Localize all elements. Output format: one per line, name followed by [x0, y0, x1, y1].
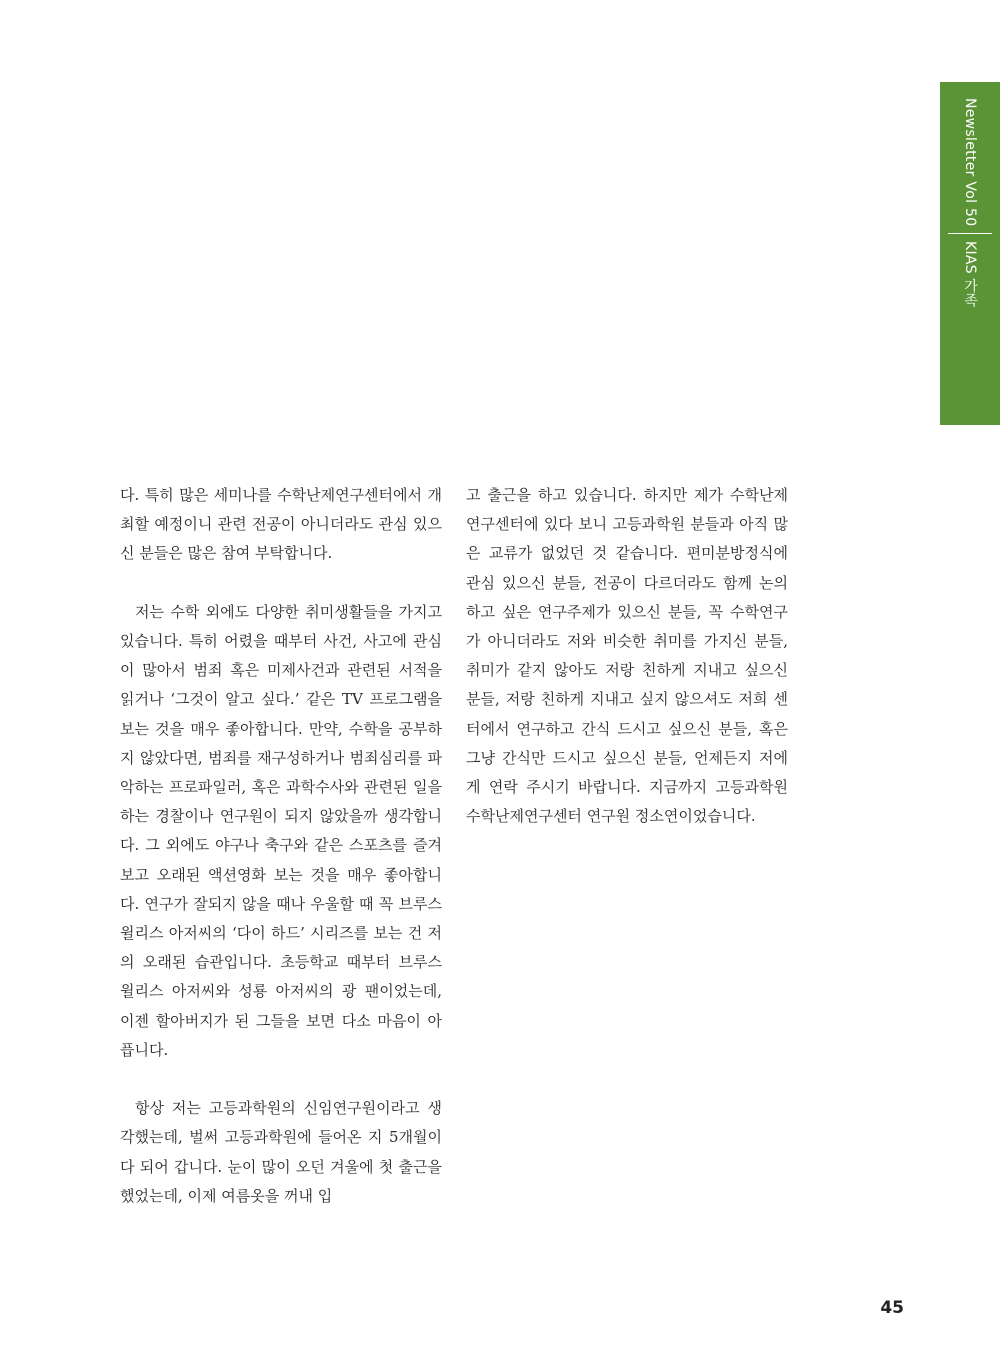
- newsletter-volume-label: [940, 92, 1000, 232]
- article-left-column: [120, 481, 442, 1211]
- section-name-text: KIAS 가족: [962, 241, 978, 308]
- newsletter-volume-text: Newsletter Vol 50: [962, 97, 978, 227]
- page-number: 45: [880, 1298, 904, 1318]
- article-right-column: [466, 481, 788, 831]
- article-paragraph: 저는 수학 외에도 다양한 취미생활들을 가지고 있습니다. 특히 어렸을 때부터 사건, 사고에 관심이 많아서 범죄 혹은 미제사건과 관련된 서적을 읽거나 ‘그것이 알고 싶다.’ 같은 TV 프로그램을 보는 것을 매우 좋아합니다. 만약, 수학을 공부하지 않았다면, 범죄를 재구성하거나 범죄심리를 파악하는 프로파일러, 혹은 과학수사와 관련된 일을 하는 경찰이나 연구원이 되지 않았을까 생각합니다. 그 외에도 야구나 축구와 같은 스포츠를 즐겨보고 오래된 액션영화 보는 것을 매우 좋아합니다. 연구가 잘되지 않을 때나 우울할 때 꼭 브루스 윌리스 아저씨의 ‘다이 하드’ 시리즈를 보는 건 저의 오래된 습관입니다. 초등학교 때부터 브루스 윌리스 아저씨와 성룡 아저씨의 광 팬이었는데, 이젠 할아버지가 된 그들을 보면 다소 마음이 아픕니다.: [120, 602, 442, 1059]
- article-paragraph: 고 출근을 하고 있습니다. 하지만 제가 수학난제연구센터에 있다 보니 고등과학원 분들과 아직 많은 교류가 없었던 것 같습니다. 편미분방정식에 관심 있으신 분들, 전공이 다르더라도 함께 논의하고 싶은 연구주제가 있으신 분들, 꼭 수학연구가 아니더라도 저와 비슷한 취미를 가지신 분들, 취미가 같지 않아도 저랑 친하게 지내고 싶으신 분들, 저랑 친하게 지내고 싶지 않으셔도 저희 센터에서 연구하고 간식 드시고 싶으신 분들, 혹은 그냥 간식만 드시고 싶으신 분들, 언제든지 저에게 연락 주시기 바랍니다. 지금까지 고등과학원 수학난제연구센터 연구원 정소연이었습니다.: [466, 486, 788, 826]
- side-tab-divider: [948, 233, 992, 234]
- section-name-label: [940, 237, 1000, 312]
- article-paragraph: 항상 저는 고등과학원의 신임연구원이라고 생각했는데, 벌써 고등과학원에 들어온 지 5개월이 다 되어 갑니다. 눈이 많이 오던 겨울에 첫 출근을 했었는데, 이제 여름옷을 꺼내 입: [120, 1099, 442, 1205]
- section-side-tab: [940, 82, 1000, 425]
- article-paragraph: 다. 특히 많은 세미나를 수학난제연구센터에서 개최할 예정이니 관련 전공이 아니더라도 관심 있으신 분들은 많은 참여 부탁합니다.: [120, 486, 442, 563]
